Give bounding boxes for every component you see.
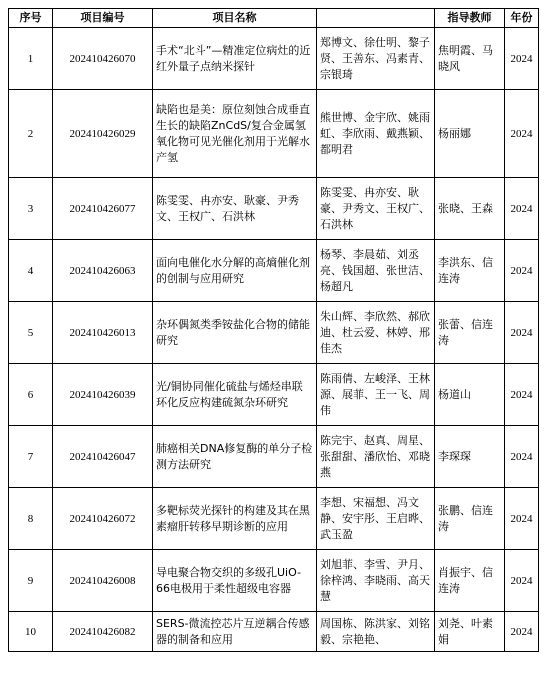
cell-teacher: 张晓、王森 bbox=[435, 178, 505, 240]
cell-index: 10 bbox=[9, 612, 53, 652]
cell-code: 202410426082 bbox=[53, 612, 153, 652]
cell-members: 郑博文、徐仕明、黎子贤、王善东、冯素青、宗银琦 bbox=[317, 28, 435, 90]
cell-name: SERS-微流控芯片互逆耦合传感器的制备和应用 bbox=[153, 612, 317, 652]
cell-teacher: 李洪东、信连涛 bbox=[435, 240, 505, 302]
cell-teacher: 李琛琛 bbox=[435, 426, 505, 488]
header-year: 年份 bbox=[505, 9, 539, 28]
cell-members: 朱山辉、李欣然、郝欣迪、杜云爱、林婷、邢佳杰 bbox=[317, 302, 435, 364]
cell-index: 6 bbox=[9, 364, 53, 426]
cell-teacher: 张鹏、信连涛 bbox=[435, 488, 505, 550]
cell-index: 1 bbox=[9, 28, 53, 90]
table-row bbox=[9, 302, 539, 364]
cell-year: 2024 bbox=[505, 90, 539, 178]
cell-name: 光/铜协同催化硫盐与烯烃串联环化反应构建硫氮杂环研究 bbox=[153, 364, 317, 426]
table-row bbox=[9, 90, 539, 178]
cell-code: 202410426077 bbox=[53, 178, 153, 240]
table-row bbox=[9, 240, 539, 302]
header-index: 序号 bbox=[9, 9, 53, 28]
header-teacher: 指导教师 bbox=[435, 9, 505, 28]
cell-members: 杨琴、李晨茹、刘丞亮、钱国超、张世洁、杨超凡 bbox=[317, 240, 435, 302]
projects-table bbox=[8, 8, 539, 652]
cell-index: 3 bbox=[9, 178, 53, 240]
cell-code: 202410426070 bbox=[53, 28, 153, 90]
cell-teacher: 肖振宇、信连涛 bbox=[435, 550, 505, 612]
table-row bbox=[9, 550, 539, 612]
cell-code: 202410426013 bbox=[53, 302, 153, 364]
cell-teacher: 张蕾、信连涛 bbox=[435, 302, 505, 364]
cell-code: 202410426047 bbox=[53, 426, 153, 488]
header-row bbox=[9, 9, 539, 28]
cell-year: 2024 bbox=[505, 612, 539, 652]
cell-members: 刘旭菲、李雪、尹月、徐梓鸿、李晓雨、高天慧 bbox=[317, 550, 435, 612]
header-members bbox=[317, 9, 435, 28]
cell-year: 2024 bbox=[505, 178, 539, 240]
cell-name: 缺陷也是美：原位刻蚀合成垂直生长的缺陷ZnCdS/复合金属氢氧化物可见光催化剂用于光解水产氢 bbox=[153, 90, 317, 178]
cell-members: 陈雯雯、冉亦安、耿豪、尹秀文、王权广、石洪林 bbox=[317, 178, 435, 240]
cell-index: 4 bbox=[9, 240, 53, 302]
cell-name: 导电聚合物交织的多级孔UiO-66电极用于柔性超级电容器 bbox=[153, 550, 317, 612]
cell-year: 2024 bbox=[505, 302, 539, 364]
cell-name: 面向电催化水分解的高熵催化剂的创制与应用研究 bbox=[153, 240, 317, 302]
cell-teacher: 杨道山 bbox=[435, 364, 505, 426]
cell-index: 9 bbox=[9, 550, 53, 612]
cell-members: 李想、宋福想、冯文静、安宇彤、王启晔、武玉盈 bbox=[317, 488, 435, 550]
cell-name: 手术“北斗”—精准定位病灶的近红外量子点纳米探针 bbox=[153, 28, 317, 90]
cell-year: 2024 bbox=[505, 364, 539, 426]
cell-teacher: 刘尧、叶素娟 bbox=[435, 612, 505, 652]
cell-year: 2024 bbox=[505, 28, 539, 90]
cell-members: 熊世博、金宇欣、姚雨虹、李欣雨、戴燕颖、都明君 bbox=[317, 90, 435, 178]
cell-name: 陈雯雯、冉亦安、耿豪、尹秀文、王权广、石洪林 bbox=[153, 178, 317, 240]
cell-name: 肺癌相关DNA修复酶的单分子检测方法研究 bbox=[153, 426, 317, 488]
cell-index: 7 bbox=[9, 426, 53, 488]
cell-members: 陈完宇、赵真、周星、张甜甜、潘欣怡、邓晓燕 bbox=[317, 426, 435, 488]
cell-code: 202410426008 bbox=[53, 550, 153, 612]
table-row bbox=[9, 426, 539, 488]
cell-teacher: 杨丽娜 bbox=[435, 90, 505, 178]
cell-index: 8 bbox=[9, 488, 53, 550]
cell-members: 周国栋、陈洪家、刘铭毅、宗艳艳、 bbox=[317, 612, 435, 652]
cell-code: 202410426029 bbox=[53, 90, 153, 178]
table-row bbox=[9, 488, 539, 550]
table-row bbox=[9, 178, 539, 240]
header-name: 项目名称 bbox=[153, 9, 317, 28]
cell-name: 多靶标荧光探针的构建及其在黑素瘤肝转移早期诊断的应用 bbox=[153, 488, 317, 550]
cell-index: 2 bbox=[9, 90, 53, 178]
table-row bbox=[9, 612, 539, 652]
cell-year: 2024 bbox=[505, 488, 539, 550]
table-row bbox=[9, 364, 539, 426]
header-code: 项目编号 bbox=[53, 9, 153, 28]
cell-year: 2024 bbox=[505, 426, 539, 488]
cell-teacher: 焦明霞、马晓风 bbox=[435, 28, 505, 90]
cell-members: 陈雨倩、左峻泽、王林源、展菲、王一飞、周伟 bbox=[317, 364, 435, 426]
cell-year: 2024 bbox=[505, 550, 539, 612]
table-row bbox=[9, 28, 539, 90]
cell-code: 202410426063 bbox=[53, 240, 153, 302]
cell-year: 2024 bbox=[505, 240, 539, 302]
cell-index: 5 bbox=[9, 302, 53, 364]
cell-code: 202410426072 bbox=[53, 488, 153, 550]
cell-name: 杂环偶氮类季铵盐化合物的储能研究 bbox=[153, 302, 317, 364]
cell-code: 202410426039 bbox=[53, 364, 153, 426]
